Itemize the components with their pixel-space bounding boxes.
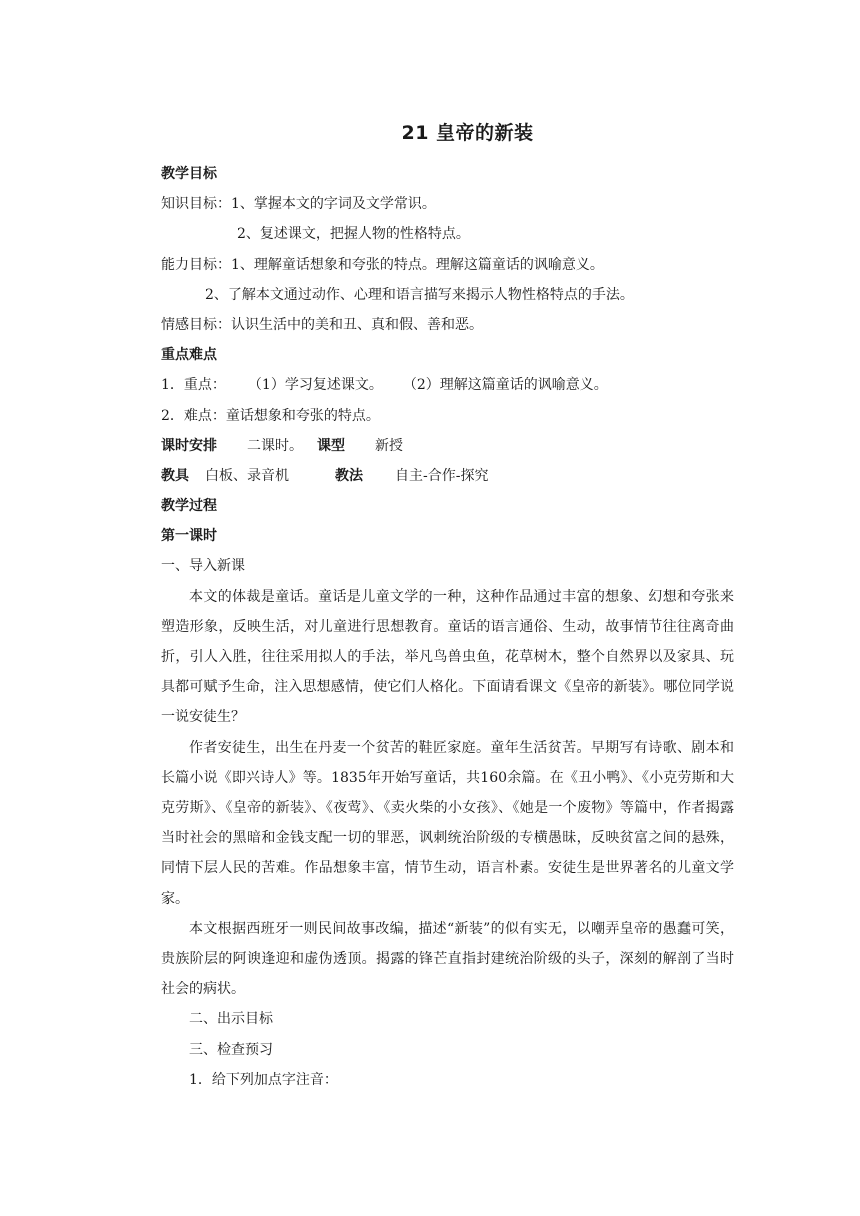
method-value: 自主-合作-探究 (395, 467, 489, 484)
section-intro: 一、导入新课 (161, 558, 245, 575)
document-page (161, 110, 734, 1095)
first-lesson-heading: 第一课时 (161, 528, 217, 545)
preview-item-1: 1．给下列加点字注音： (189, 1071, 338, 1088)
key-point-b: （2）理解这篇童话的讽喻意义。 (402, 377, 608, 394)
key-points-heading: 重点难点 (161, 347, 217, 364)
tools-line (161, 461, 734, 491)
section-preview: 三、检查预习 (189, 1041, 273, 1058)
emotion-goal: 情感目标：认识生活中的美和丑、真和假、善和恶。 (161, 316, 483, 333)
schedule-line (161, 431, 734, 461)
process-heading: 教学过程 (161, 498, 217, 515)
schedule-label: 课时安排 (161, 437, 217, 454)
key-point-line (161, 370, 734, 400)
teaching-goals-heading: 教学目标 (161, 166, 217, 182)
paragraph-genre: 本文的体裁是童话。童话是儿童文学的一种，这种作品通过丰富的想象、幻想和夸张来塑造形象，反映生活，对儿童进行思想教育。童话的语言通俗、生动，故事情节往往离奇曲折，引人入胜，往往采用拟人的手法，举凡鸟兽虫鱼，花草树木，整个自然界以及家具、玩具都可赋予生命，注入思想感情，使它们人格化。下面请看课文《皇帝的新装》。哪位同学说一说安徒生？ (161, 588, 734, 726)
section-goals: 二、出示目标 (189, 1011, 273, 1028)
tools-label: 教具 (161, 467, 189, 484)
key-point-label: 1．重点： (161, 377, 226, 394)
difficulty-line: 2．难点：童话想象和夸张的特点。 (161, 407, 380, 424)
ability-goal-1: 能力目标：1、理解童话想象和夸张的特点。理解这篇童话的讽喻意义。 (161, 256, 604, 273)
paragraph-author: 作者安徒生，出生在丹麦一个贫苦的鞋匠家庭。童年生活贫苦。早期写有诗歌、剧本和长篇小说《即兴诗人》等。1835年开始写童话，共160余篇。在《丑小鸭》、《小克劳斯和大克劳斯》、《皇帝的新装》、《夜莺》、《卖火柴的小女孩》、《她是一个废物》等篇中，作者揭露当时社会的黑暗和金钱支配一切的罪恶，讽刺统治阶级的专横愚昧，反映贫富之间的悬殊，同情下层人民的苦难。作品想象丰富，情节生动，语言朴素。安徒生是世界著名的儿童文学家。 (161, 739, 734, 907)
paragraph-source: 本文根据西班牙一则民间故事改编，描述“新装”的似有实无，以嘲弄皇帝的愚蠢可笑，贵族阶层的阿谀逢迎和虚伪透顶。揭露的锋芒直指封建统治阶级的头子，深刻的解剖了当时社会的病状。 (161, 920, 734, 998)
knowledge-goal-2: 2、复述课文，把握人物的性格特点。 (237, 226, 470, 243)
key-point-a: （1）学习复述课文。 (247, 377, 383, 394)
type-value: 新授 (375, 437, 403, 454)
schedule-value: 二课时。 (247, 437, 303, 454)
knowledge-goal-1: 知识目标：1、掌握本文的字词及文学常识。 (161, 196, 436, 213)
page-title: 21 皇帝的新装 (401, 122, 534, 144)
ability-goal-2: 2、了解本文通过动作、心理和语言描写来揭示人物性格特点的手法。 (205, 286, 634, 303)
method-label: 教法 (335, 467, 363, 484)
type-label: 课型 (317, 437, 345, 454)
tools-value: 白板、录音机 (205, 467, 289, 484)
